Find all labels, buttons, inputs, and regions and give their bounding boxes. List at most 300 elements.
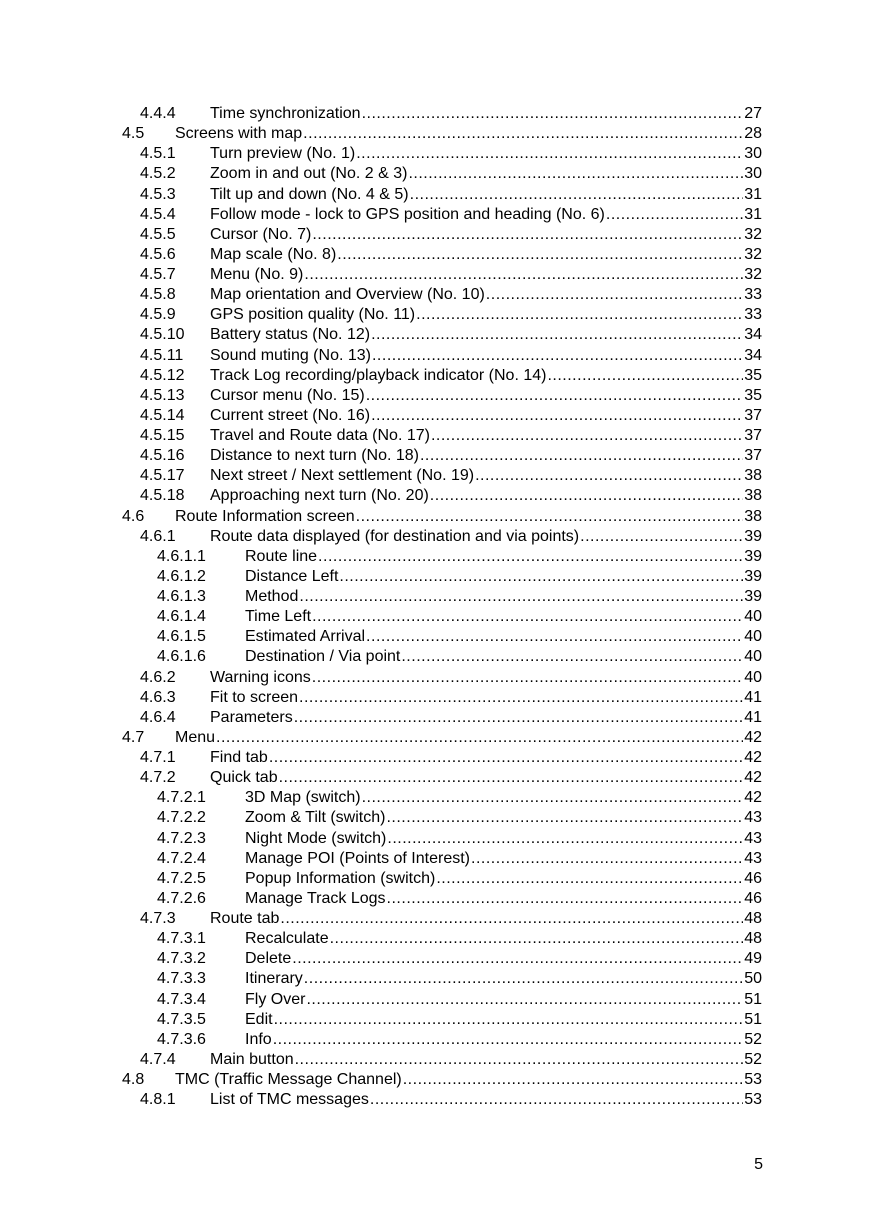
- toc-entry-line: [245, 647, 762, 667]
- toc-entry-number: 4.5.15: [140, 427, 185, 444]
- dot-leader: [318, 547, 743, 567]
- toc-entry-line: [210, 104, 762, 124]
- dot-leader: [299, 587, 743, 607]
- toc-entry-number: 4.5.3: [140, 185, 176, 203]
- toc-entry-number: 4.7.3.4: [157, 990, 206, 1008]
- toc-entry-page: 52: [744, 1030, 762, 1048]
- toc-entry-number: 4.6.1.5: [157, 628, 206, 646]
- dot-leader: [295, 1050, 744, 1070]
- toc-entry-number: 4.5.8: [140, 286, 176, 304]
- toc-entry[interactable]: [0, 386, 869, 406]
- dot-leader: [366, 627, 743, 647]
- toc-entry-line: [245, 808, 762, 828]
- toc-entry-title: Cursor menu (No. 15): [210, 386, 365, 404]
- toc-entry[interactable]: [0, 929, 869, 949]
- toc-entry-line: [245, 627, 762, 647]
- dot-leader: [274, 1010, 744, 1030]
- toc-entry-number: 4.5.11: [140, 346, 184, 364]
- dot-leader: [303, 124, 743, 144]
- toc-entry-page: 49: [744, 950, 762, 968]
- toc-entry-line: [245, 829, 762, 849]
- dot-leader: [362, 788, 744, 808]
- toc-entry[interactable]: [0, 587, 869, 607]
- toc-entry-number: 4.7.1: [140, 749, 176, 766]
- toc-entry-page: 38: [744, 507, 762, 525]
- toc-entry-page: 31: [744, 185, 762, 203]
- toc-entry-line: [210, 1090, 762, 1110]
- toc-entry[interactable]: [0, 829, 869, 849]
- toc-entry-line: [245, 547, 762, 567]
- dot-leader: [410, 185, 744, 205]
- toc-entry[interactable]: [0, 527, 869, 547]
- toc-entry-line: [245, 990, 762, 1010]
- toc-entry[interactable]: [0, 969, 869, 989]
- toc-entry-title: Follow mode - lock to GPS position and heading (No. 6): [210, 205, 605, 223]
- toc-entry-number: 4.6.1.1: [157, 547, 206, 565]
- toc-entry-title: Popup Information (switch): [245, 869, 436, 887]
- toc-entry-number: 4.5.7: [140, 266, 176, 283]
- toc-entry-number: 4.7.2.6: [157, 889, 206, 907]
- dot-leader: [312, 668, 743, 688]
- toc-entry-number: 4.5.14: [140, 406, 185, 424]
- toc-entry-title: Time Left: [245, 608, 312, 626]
- toc-entry-line: [210, 285, 762, 305]
- toc-entry-number: 4.7.2.3: [157, 829, 206, 847]
- toc-entry-page: 37: [744, 427, 762, 444]
- dot-leader: [279, 768, 744, 788]
- toc-entry-line: [210, 668, 762, 688]
- toc-entry-title: Travel and Route data (No. 17): [210, 427, 430, 444]
- toc-entry[interactable]: [0, 1050, 869, 1070]
- toc-entry-number: 4.5.10: [140, 326, 185, 344]
- toc-entry-number: 4.5.9: [140, 306, 176, 324]
- toc-entry-title: Parameters: [210, 708, 293, 726]
- toc-entry-line: [245, 929, 762, 949]
- toc-entry-page: 53: [744, 1071, 762, 1088]
- toc-entry-number: 4.5.17: [140, 467, 185, 485]
- toc-entry-title: Edit: [245, 1010, 273, 1028]
- toc-entry-line: [210, 185, 762, 205]
- toc-entry[interactable]: [0, 1090, 869, 1110]
- toc-entry-title: Time synchronization: [210, 105, 361, 122]
- toc-entry-line: [210, 748, 762, 768]
- dot-leader: [606, 205, 743, 225]
- toc-entry-title: Turn preview (No. 1): [210, 145, 356, 163]
- toc-entry[interactable]: [0, 849, 869, 869]
- toc-entry[interactable]: [0, 949, 869, 969]
- toc-entry-title: Find tab: [210, 749, 268, 766]
- dot-leader: [362, 104, 744, 124]
- toc-entry-page: 31: [744, 205, 762, 223]
- toc-entry-line: [245, 949, 762, 969]
- toc-entry-line: [210, 346, 762, 366]
- dot-leader: [408, 164, 743, 184]
- toc-entry-title: Battery status (No. 12): [210, 326, 371, 344]
- toc-entry-title: Track Log recording/playback indicator (No. 14): [210, 366, 547, 384]
- dot-leader: [416, 305, 743, 325]
- toc-entry-page: 38: [744, 487, 762, 505]
- toc-entry[interactable]: [0, 647, 869, 667]
- toc-entry-line: [210, 325, 762, 345]
- toc-entry-number: 4.5.13: [140, 386, 185, 404]
- dot-leader: [403, 1070, 743, 1090]
- toc-entry-line: [175, 1070, 762, 1090]
- toc-entry-page: 35: [744, 386, 762, 404]
- toc-entry-page: 39: [744, 527, 762, 545]
- toc-entry-line: [245, 849, 762, 869]
- dot-leader: [356, 507, 744, 527]
- toc-entry-number: 4.7.2: [140, 769, 176, 787]
- toc-entry[interactable]: [0, 245, 869, 265]
- toc-entry-number: 4.6.1: [140, 527, 176, 545]
- toc-entry[interactable]: [0, 547, 869, 567]
- toc-entry-line: [210, 225, 762, 245]
- toc-entry-line: [210, 466, 762, 486]
- toc-entry-number: 4.7.2.2: [157, 809, 206, 827]
- toc-entry[interactable]: [0, 627, 869, 647]
- toc-entry-line: [210, 1050, 762, 1070]
- toc-entry-title: Recalculate: [245, 930, 329, 948]
- dot-leader: [339, 567, 743, 587]
- dot-leader: [337, 245, 743, 265]
- dot-leader: [370, 1090, 743, 1110]
- toc-entry-page: 37: [744, 406, 762, 424]
- toc-entry-page: 35: [744, 366, 762, 384]
- dot-leader: [486, 285, 743, 305]
- toc-entry-line: [210, 406, 762, 426]
- toc-entry-line: [210, 205, 762, 225]
- dot-leader: [420, 446, 743, 466]
- toc-entry-number: 4.7.3.2: [157, 950, 206, 968]
- toc-entry-page: 28: [744, 125, 762, 143]
- toc-entry-line: [210, 265, 762, 285]
- toc-entry[interactable]: [0, 909, 869, 929]
- toc-entry[interactable]: [0, 185, 869, 205]
- toc-entry-page: 34: [744, 326, 762, 344]
- toc-entry[interactable]: [0, 688, 869, 708]
- toc-entry-title: Map scale (No. 8): [210, 245, 337, 263]
- toc-entry[interactable]: [0, 446, 869, 466]
- toc-entry-title: Fly Over: [245, 990, 306, 1008]
- dot-leader: [372, 346, 743, 366]
- toc-entry-number: 4.4.4: [140, 105, 176, 122]
- dot-leader: [280, 909, 743, 929]
- toc-entry-page: 34: [744, 346, 762, 364]
- dot-leader: [304, 265, 743, 285]
- toc-entry-number: 4.5.12: [140, 366, 185, 384]
- toc-entry-page: 30: [744, 145, 762, 163]
- dot-leader: [431, 426, 743, 446]
- toc-entry-line: [245, 889, 762, 909]
- toc-entry-line: [210, 426, 762, 446]
- toc-entry[interactable]: [0, 466, 869, 486]
- toc-entry[interactable]: [0, 265, 869, 285]
- dot-leader: [292, 949, 743, 969]
- toc-entry-title: Fit to screen: [210, 688, 299, 706]
- toc-entry-line: [210, 305, 762, 325]
- dot-leader: [386, 808, 743, 828]
- toc-entry-number: 4.7.4: [140, 1050, 176, 1068]
- toc-entry-line: [245, 587, 762, 607]
- toc-entry[interactable]: [0, 507, 869, 527]
- toc-entry-number: 4.6.1.6: [157, 648, 206, 666]
- toc-entry-line: [210, 386, 762, 406]
- toc-entry-number: 4.5.2: [140, 165, 176, 183]
- toc-entry-line: [245, 869, 762, 889]
- toc-entry-page: 52: [744, 1050, 762, 1068]
- toc-entry-page: 37: [744, 447, 762, 465]
- toc-entry-page: 33: [744, 286, 762, 304]
- toc-entry-page: 43: [744, 829, 762, 847]
- toc-entry-page: 42: [744, 789, 762, 807]
- toc-entry-title: Route tab: [210, 910, 280, 927]
- toc-entry-number: 4.6: [122, 507, 145, 525]
- toc-entry-title: Current street (No. 16): [210, 406, 371, 424]
- toc-entry-page: 40: [744, 668, 762, 686]
- toc-entry-number: 4.5.1: [140, 145, 176, 163]
- dot-leader: [294, 708, 744, 728]
- dot-leader: [401, 647, 743, 667]
- dot-leader: [330, 929, 744, 949]
- toc-entry-number: 4.7.2.4: [157, 849, 206, 867]
- toc-entry-number: 4.7.3.5: [157, 1010, 206, 1028]
- toc-entry-page: 39: [744, 547, 762, 565]
- dot-leader: [366, 386, 743, 406]
- dot-leader: [371, 406, 743, 426]
- toc-entry-page: 48: [744, 910, 762, 927]
- toc-entry-title: Zoom in and out (No. 2 & 3): [210, 165, 408, 183]
- toc-entry-line: [245, 567, 762, 587]
- toc-entry-page: 33: [744, 306, 762, 324]
- toc-entry[interactable]: [0, 124, 869, 144]
- toc-entry-title: Cursor (No. 7): [210, 225, 312, 243]
- toc-entry-line: [175, 124, 762, 144]
- toc-entry-page: 41: [744, 688, 762, 706]
- toc-entry-line: [210, 768, 762, 788]
- toc-entry-title: Distance to next turn (No. 18): [210, 447, 419, 465]
- toc-entry-title: Distance Left: [245, 567, 339, 585]
- toc-entry-page: 32: [744, 266, 762, 283]
- toc-entry-page: 32: [744, 225, 762, 243]
- toc-entry-line: [175, 507, 762, 527]
- toc-entry-line: [245, 788, 762, 808]
- toc-entry[interactable]: [0, 889, 869, 909]
- dot-leader: [273, 1030, 744, 1050]
- toc-entry[interactable]: [0, 205, 869, 225]
- toc-entry[interactable]: [0, 808, 869, 828]
- dot-leader: [430, 486, 743, 506]
- toc-entry-title: Method: [245, 588, 299, 605]
- toc-entry-title: Manage Track Logs: [245, 889, 386, 907]
- toc-entry-number: 4.8: [122, 1071, 145, 1088]
- toc-entry-title: TMC (Traffic Message Channel): [175, 1071, 402, 1088]
- toc-entry[interactable]: [0, 869, 869, 889]
- toc-entry-title: Screens with map: [175, 125, 303, 143]
- toc-entry-line: [210, 688, 762, 708]
- dot-leader: [312, 225, 743, 245]
- dot-leader: [269, 748, 743, 768]
- toc-entry-line: [210, 164, 762, 184]
- toc-entry-page: 48: [744, 930, 762, 948]
- toc-entry-line: [210, 245, 762, 265]
- toc-entry-number: 4.5.16: [140, 447, 185, 465]
- toc-entry-line: [245, 1010, 762, 1030]
- toc-entry-number: 4.5.4: [140, 205, 176, 223]
- toc-entry-number: 4.6.1.3: [157, 588, 206, 605]
- toc-entry[interactable]: [0, 305, 869, 325]
- toc-entry-page: 42: [744, 749, 762, 766]
- dot-leader: [387, 829, 743, 849]
- toc-entry-number: 4.6.2: [140, 668, 176, 686]
- dot-leader: [436, 869, 743, 889]
- page-number: 5: [754, 1156, 763, 1173]
- toc-entry-page: 39: [744, 567, 762, 585]
- toc-entry[interactable]: [0, 325, 869, 345]
- toc-entry-line: [210, 708, 762, 728]
- toc-entry[interactable]: [0, 728, 869, 748]
- toc-entry-page: 32: [744, 245, 762, 263]
- toc-entry[interactable]: [0, 748, 869, 768]
- toc-entry-number: 4.7.2.1: [157, 789, 206, 807]
- toc-entry[interactable]: [0, 285, 869, 305]
- toc-entry-line: [245, 1030, 762, 1050]
- toc-entry[interactable]: [0, 144, 869, 164]
- toc-entry-title: Tilt up and down (No. 4 & 5): [210, 185, 409, 203]
- toc-entry[interactable]: [0, 567, 869, 587]
- toc-entry-title: Manage POI (Points of Interest): [245, 849, 470, 867]
- toc-entry-title: Sound muting (No. 13): [210, 346, 371, 364]
- toc-entry[interactable]: [0, 1070, 869, 1090]
- toc-entry-line: [210, 486, 762, 506]
- toc-entry-title: Destination / Via point: [245, 648, 401, 666]
- toc-entry-title: Delete: [245, 950, 292, 968]
- toc-entry-title: List of TMC messages: [210, 1091, 369, 1109]
- toc-entry-line: [210, 144, 762, 164]
- dot-leader: [356, 144, 743, 164]
- toc-entry[interactable]: [0, 406, 869, 426]
- toc-entry-title: Zoom & Tilt (switch): [245, 809, 386, 827]
- toc-entry-title: Next street / Next settlement (No. 19): [210, 467, 475, 485]
- dot-leader: [299, 688, 743, 708]
- toc-entry-title: Night Mode (switch): [245, 829, 387, 847]
- toc-entry-page: 46: [744, 889, 762, 907]
- toc-entry[interactable]: [0, 366, 869, 386]
- dot-leader: [387, 889, 744, 909]
- toc-entry[interactable]: [0, 164, 869, 184]
- dot-leader: [580, 527, 743, 547]
- dot-leader: [371, 325, 743, 345]
- toc-entry-number: 4.6.1.4: [157, 608, 206, 626]
- dot-leader: [471, 849, 743, 869]
- toc-entry[interactable]: [0, 104, 869, 124]
- toc-entry-number: 4.5.5: [140, 225, 176, 243]
- toc-entry[interactable]: [0, 990, 869, 1010]
- toc-entry-page: 50: [744, 970, 762, 988]
- toc-entry[interactable]: [0, 607, 869, 627]
- toc-entry[interactable]: [0, 346, 869, 366]
- toc-entry-page: 43: [744, 809, 762, 827]
- toc-entry[interactable]: [0, 486, 869, 506]
- toc-entry-number: 4.7.3.1: [157, 930, 206, 948]
- toc-entry-title: Info: [245, 1030, 272, 1048]
- toc-entry-number: 4.5.18: [140, 487, 185, 505]
- toc-entry[interactable]: [0, 1030, 869, 1050]
- toc-entry-page: 42: [744, 728, 762, 746]
- toc-entry[interactable]: [0, 225, 869, 245]
- toc-entry[interactable]: [0, 768, 869, 788]
- toc-entry-number: 4.5: [122, 125, 145, 143]
- toc-entry-page: 42: [744, 769, 762, 787]
- toc-entry-title: Itinerary: [245, 970, 303, 988]
- toc-entry-number: 4.5.6: [140, 245, 176, 263]
- toc-entry-title: Warning icons: [210, 668, 311, 686]
- toc-entry-line: [210, 446, 762, 466]
- toc-entry-page: 30: [744, 165, 762, 183]
- toc-entry-page: 27: [744, 105, 762, 122]
- toc-entry-title: Quick tab: [210, 769, 278, 787]
- toc-entry-page: 51: [744, 990, 762, 1008]
- toc-entry-page: 40: [744, 608, 762, 626]
- toc-entry-line: [210, 366, 762, 386]
- toc-entry-page: 46: [744, 869, 762, 887]
- toc-entry-number: 4.7.3.3: [157, 970, 206, 988]
- toc-entry-number: 4.8.1: [140, 1091, 176, 1109]
- toc-entry-number: 4.7.3.6: [157, 1030, 206, 1048]
- toc-entry-title: Route Information screen: [175, 507, 355, 525]
- toc-entry-page: 40: [744, 648, 762, 666]
- toc-entry-title: Menu (No. 9): [210, 266, 304, 283]
- toc-entry-line: [210, 909, 762, 929]
- toc-entry-title: Route line: [245, 547, 318, 565]
- dot-leader: [312, 607, 743, 627]
- toc-entry-title: Approaching next turn (No. 20): [210, 487, 429, 505]
- dot-leader: [216, 728, 743, 748]
- toc-entry-title: GPS position quality (No. 11): [210, 306, 416, 324]
- toc-entry-title: Map orientation and Overview (No. 10): [210, 286, 485, 304]
- table-of-contents: [0, 104, 869, 1110]
- toc-entry-number: 4.6.3: [140, 688, 176, 706]
- toc-entry-line: [245, 607, 762, 627]
- toc-entry-title: Route data displayed (for destination and via points): [210, 527, 580, 545]
- toc-entry-page: 38: [744, 467, 762, 485]
- toc-entry-line: [210, 527, 762, 547]
- toc-entry-number: 4.7.2.5: [157, 869, 206, 887]
- toc-entry-number: 4.6.1.2: [157, 567, 206, 585]
- toc-entry-line: [175, 728, 762, 748]
- toc-entry-page: 40: [744, 628, 762, 646]
- toc-entry[interactable]: [0, 708, 869, 728]
- dot-leader: [475, 466, 743, 486]
- toc-entry-number: 4.7: [122, 728, 145, 746]
- toc-entry-page: 41: [744, 708, 762, 726]
- toc-entry-title: Menu: [175, 728, 216, 746]
- toc-entry-title: Estimated Arrival: [245, 628, 366, 646]
- toc-entry-line: [245, 969, 762, 989]
- toc-entry-page: 39: [744, 588, 762, 605]
- dot-leader: [306, 990, 743, 1010]
- toc-entry-page: 51: [744, 1010, 762, 1028]
- toc-entry-title: 3D Map (switch): [245, 789, 361, 807]
- toc-entry[interactable]: [0, 426, 869, 446]
- toc-entry-title: Main button: [210, 1050, 294, 1068]
- toc-entry-number: 4.6.4: [140, 708, 176, 726]
- dot-leader: [547, 366, 743, 386]
- toc-entry[interactable]: [0, 1010, 869, 1030]
- toc-entry[interactable]: [0, 788, 869, 808]
- dot-leader: [304, 969, 743, 989]
- toc-entry[interactable]: [0, 668, 869, 688]
- toc-entry-page: 43: [744, 849, 762, 867]
